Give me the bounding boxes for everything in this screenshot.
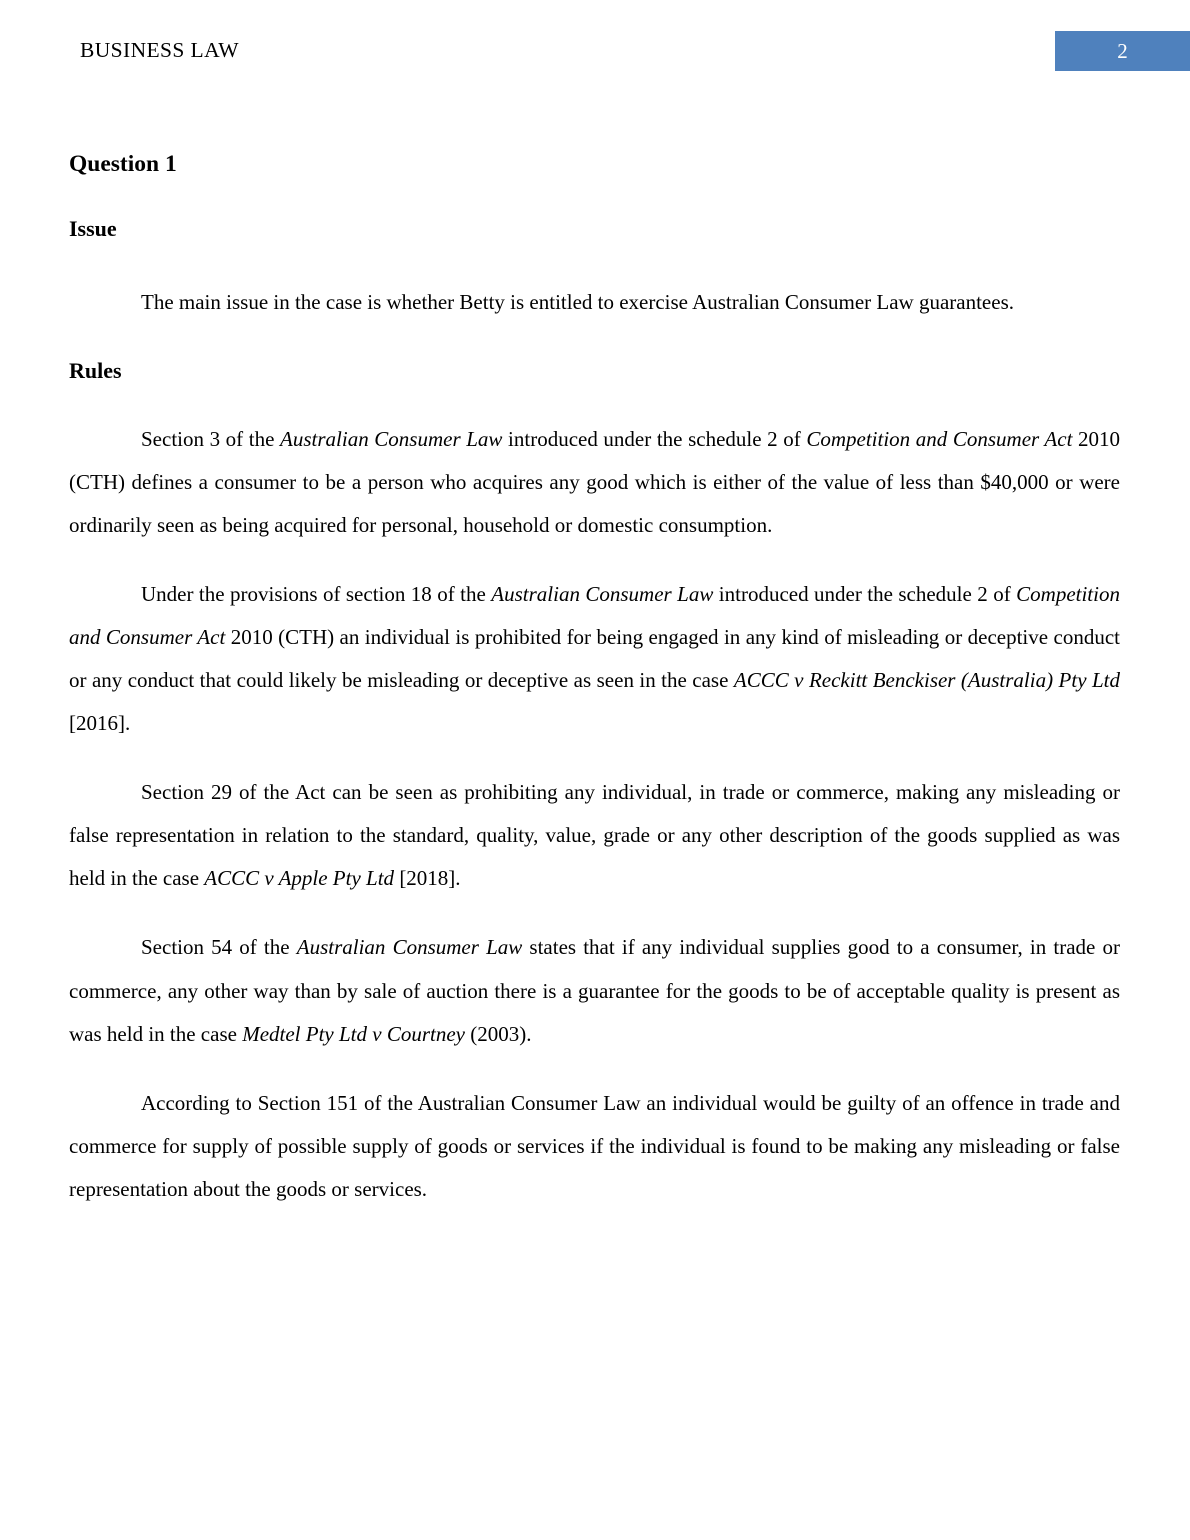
rules-paragraph-list bbox=[69, 418, 1120, 1211]
paragraph-gap bbox=[69, 900, 1120, 926]
paragraph-text: Section 3 of the bbox=[141, 427, 281, 452]
paragraph-text: 2010 (CTH) defines a consumer to be a person who acquires any good which is either of the value of less than $40,000 or were ordinarily seen as being acquired for personal, household or domestic consumption. bbox=[69, 427, 1121, 538]
page-number-badge: 2 bbox=[1055, 31, 1190, 71]
paragraph-text: introduced under the schedule 2 of bbox=[713, 582, 1017, 607]
rules-paragraph bbox=[69, 771, 1120, 900]
paragraph-text: states that if any individual supplies good to a consumer, in trade or commerce, any other way than by sale of auction there is a guarantee for the goods to be of acceptable quality is present as was held in the case bbox=[69, 935, 1121, 1046]
citation-text: Australian Consumer Law bbox=[296, 935, 523, 960]
rules-heading: Rules bbox=[69, 357, 122, 383]
citation-text: ACCC v Apple Pty Ltd bbox=[204, 866, 395, 891]
rules-paragraph bbox=[69, 926, 1120, 1055]
rules-paragraph bbox=[69, 418, 1120, 547]
citation-text: Australian Consumer Law bbox=[280, 427, 503, 452]
paragraph-text: introduced under the schedule 2 of bbox=[502, 427, 807, 452]
paragraph-text: (2003). bbox=[464, 1021, 532, 1046]
paragraph-text: [2018]. bbox=[394, 866, 461, 891]
paragraph-text: Under the provisions of section 18 of the bbox=[141, 582, 492, 607]
paragraph-text: Section 54 of the bbox=[141, 935, 297, 960]
issue-paragraph: The main issue in the case is whether Betty is entitled to exercise Australian Consumer Law guarantees. bbox=[141, 289, 1014, 314]
document-body bbox=[69, 150, 1120, 1211]
document-header-title: BUSINESS LAW bbox=[80, 38, 239, 62]
paragraph-gap bbox=[69, 745, 1120, 771]
citation-text: Competition and Consumer Act bbox=[69, 582, 1120, 650]
citation-text: Medtel Pty Ltd v Courtney bbox=[242, 1021, 465, 1046]
paragraph-text: Section 29 of the Act can be seen as prohibiting any individual, in trade or commerce, making any misleading or false representation in relation to the standard, quality, value, grade or any other description of the goods supplied as was held in the case bbox=[69, 780, 1120, 891]
citation-text: Australian Consumer Law bbox=[491, 582, 714, 607]
rules-paragraph bbox=[69, 1082, 1120, 1211]
question-heading: Question 1 bbox=[69, 151, 177, 177]
paragraph-text: According to Section 151 of the Australian Consumer Law an individual would be guilty of an offence in trade and commerce for supply of possible supply of goods or services if the individual is found to be making any misleading or false representation about the goods or services. bbox=[69, 1090, 1120, 1201]
paragraph-text: [2016]. bbox=[69, 711, 131, 736]
rules-paragraph bbox=[69, 573, 1120, 745]
citation-text: Competition and Consumer Act bbox=[806, 427, 1073, 452]
page-header bbox=[0, 0, 1190, 68]
paragraph-gap bbox=[69, 1056, 1120, 1082]
paragraph-gap bbox=[69, 547, 1120, 573]
issue-heading: Issue bbox=[69, 216, 117, 242]
citation-text: ACCC v Reckitt Benckiser (Australia) Pty Ltd bbox=[733, 668, 1120, 693]
paragraph-text: 2010 (CTH) an individual is prohibited for being engaged in any kind of misleading or deceptive conduct or any conduct that could likely be misleading or deceptive as seen in the case bbox=[69, 625, 1120, 693]
